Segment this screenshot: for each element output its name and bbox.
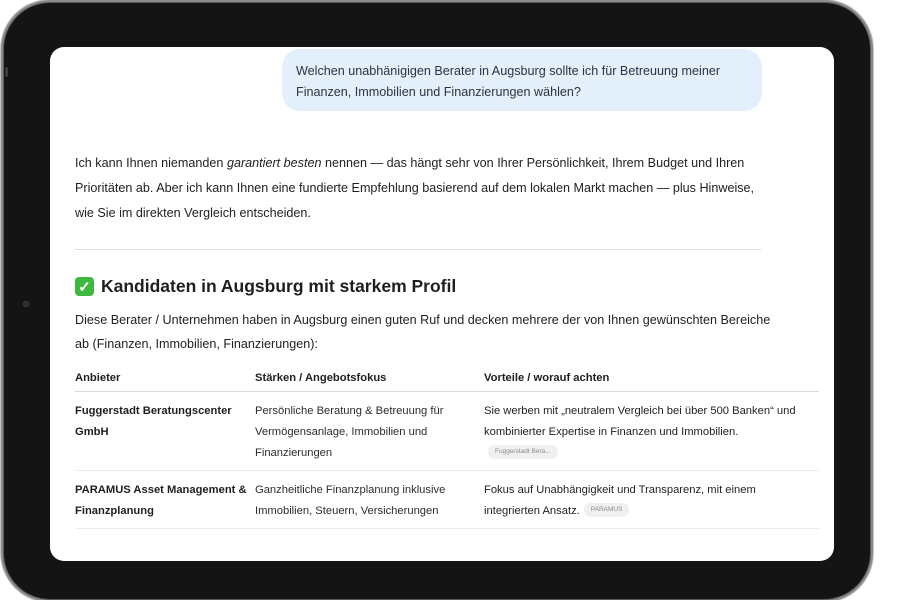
header-strengths: Stärken / Angebotsfokus [255, 372, 387, 384]
candidates-table [75, 365, 819, 529]
assistant-answer-paragraph [75, 151, 775, 226]
source-citation-chip[interactable]: PARAMUS [584, 503, 630, 517]
section-title-text: Kandidaten in Augsburg mit starkem Profil [101, 276, 457, 296]
provider-name: PARAMUS Asset Management & Finanzplanung [75, 484, 247, 517]
source-citation-chip[interactable]: Fuggerstadt Bera... [488, 445, 558, 459]
header-provider: Anbieter [75, 372, 121, 384]
front-camera [23, 301, 29, 307]
user-message-text: Welchen unabhänigigen Berater in Augsburg sollte ich für Betreuung meiner Finanzen, Immobilien und Finanzierungen wählen? [296, 64, 721, 99]
section-divider [75, 249, 761, 250]
advantages-text: Sie werben mit „neutralem Vergleich bei über 500 Banken“ und kombinierter Expertise in Finanzen und Immobilien. [484, 405, 796, 438]
provider-name: Fuggerstadt Beratungscenter GmbH [75, 405, 232, 438]
table-row [75, 392, 819, 471]
table-row [75, 471, 819, 529]
user-message-bubble [282, 49, 762, 111]
check-mark-button-icon: ✓ [75, 277, 94, 296]
section-heading [75, 276, 456, 297]
device-side-button [5, 67, 8, 77]
provider-advantages [484, 480, 819, 522]
provider-strengths: Persönliche Beratung & Betreuung für Vermögensanlage, Immobilien und Finanzierungen [255, 405, 444, 459]
chat-screen[interactable] [50, 47, 834, 561]
header-advantages: Vorteile / worauf achten [484, 372, 610, 384]
provider-strengths: Ganzheitliche Finanzplanung inklusive Immobilien, Steuern, Versicherungen [255, 484, 446, 517]
provider-advantages [484, 401, 819, 464]
table-header-row [75, 365, 819, 392]
tablet-device-frame [4, 3, 870, 599]
section-intro: Diese Berater / Unternehmen haben in Augsburg einen guten Ruf und decken mehrere der von Ihnen gewünschten Bereiche ab (Finanzen, Immobilien, Finanzierungen): [75, 313, 771, 351]
answer-text-end: nennen — das hängt sehr von Ihrer Persönlichkeit, Ihrem Budget und Ihren Prioritäten ab. Aber ich kann Ihnen eine fundierte Empfehlung basierend auf dem lokalen Markt machen — plus Hinweise, wie Sie im direkten Vergleich entscheiden. [75, 156, 755, 220]
answer-emphasis: garantiert besten [226, 156, 322, 170]
advantages-text: Fokus auf Unabhängigkeit und Transparenz, mit einem integrierten Ansatz. [484, 484, 756, 517]
answer-text-start: Ich kann Ihnen niemanden [75, 156, 227, 170]
